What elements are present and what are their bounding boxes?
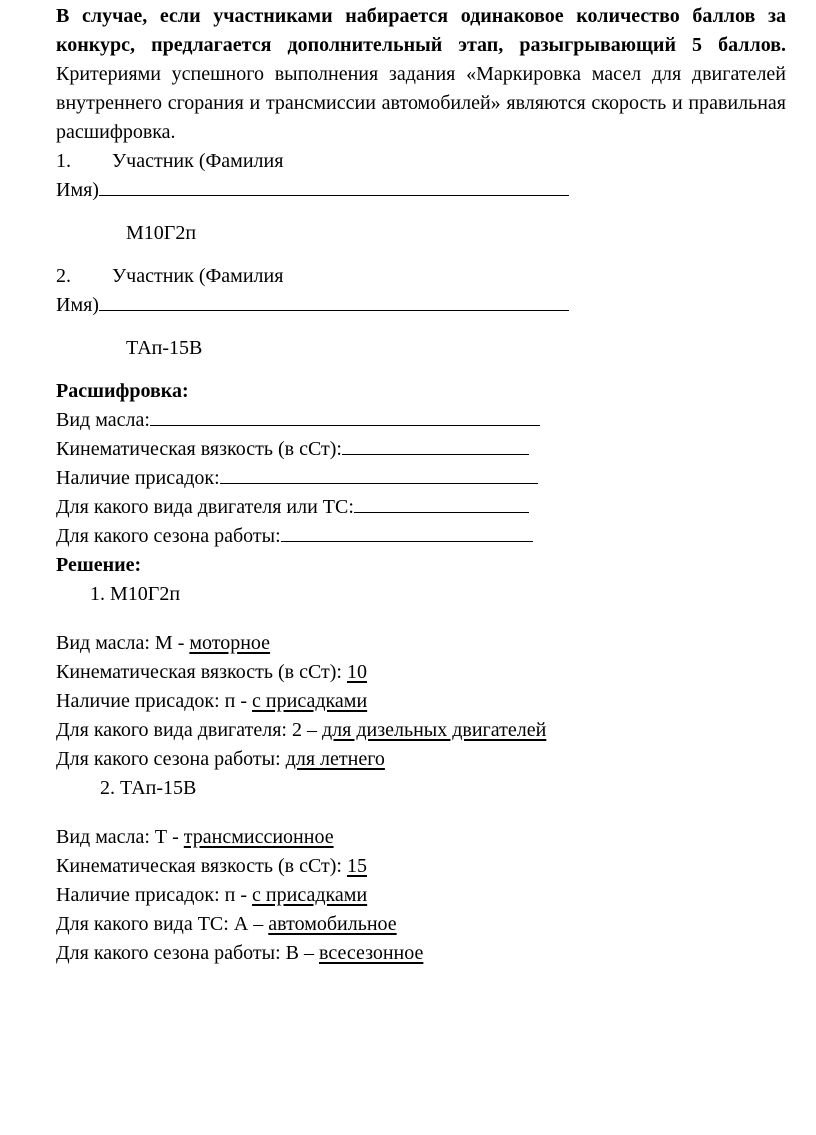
solution-1-row [56,687,786,716]
solution-1-row [56,658,786,687]
intro-normal-text: Критериями успешного выполнения задания «Маркировка масел для двигателей внутреннего сгорания и трансмиссии автомобилей» являются скорость и правильная расшифровка. [56,63,786,143]
solution-row-prefix: Для какого сезона работы: [56,748,286,770]
decoding-field-label: Вид масла: [56,409,150,431]
solution-2-row [56,939,786,968]
solution-2-title: 2. ТАп-15В [100,777,197,799]
decoding-field-label: Наличие присадок: [56,467,220,489]
participant-1-name-label: Имя) [56,179,99,201]
season-input[interactable] [281,523,533,542]
solution-row-answer: для дизельных двигателей [321,719,547,741]
decoding-field-oil-type [56,406,786,435]
document-page [56,2,786,968]
solution-row-answer: с присадками [252,884,368,906]
solution-row-prefix: Наличие присадок: п - [56,884,253,906]
solution-row-answer: всесезонное [319,942,424,964]
participant-2-name-line [56,291,786,320]
solution-row-answer: для летнего [285,748,385,770]
decoding-field-label: Для какого сезона работы: [56,525,281,547]
solution-2-row [56,852,786,881]
intro-bold-text: В случае, если участниками набирается одинаковое количество баллов за конкурс, предлагается дополнительный этап, разыгрывающий 5 баллов. [56,5,786,56]
solution-1-row [56,716,786,745]
engine-type-input[interactable] [354,494,529,513]
participant-1-code: М10Г2п [126,222,197,244]
solution-row-prefix: Для какого сезона работы: В – [56,942,319,964]
participant-2-name-label: Имя) [56,294,99,316]
solution-row-prefix: Для какого вида двигателя: 2 – [56,719,322,741]
solution-row-prefix: Наличие присадок: п - [56,690,253,712]
decoding-field-viscosity [56,435,786,464]
participant-1-number: 1. [56,150,71,172]
decoding-field-label: Для какого вида двигателя или ТС: [56,496,354,518]
participant-2-name-field[interactable] [99,292,569,311]
decoding-field-engine [56,493,786,522]
solution-row-answer: с присадками [252,690,368,712]
solution-row-prefix: Вид масла: М - [56,632,190,654]
solution-1-row [56,745,786,774]
decoding-heading: Расшифровка: [56,380,189,402]
solution-heading: Решение: [56,554,142,576]
participant-2-number: 2. [56,265,71,287]
solution-row-answer: 15 [346,855,367,877]
solution-row-prefix: Вид масла: Т - [56,826,184,848]
oil-type-input[interactable] [150,407,540,426]
solution-2-row [56,910,786,939]
participant-1-name-line [56,176,786,205]
solution-1-title: 1. М10Г2п [90,583,181,605]
participant-1-name-field[interactable] [99,177,569,196]
solution-1-row [56,629,786,658]
solution-2-row [56,881,786,910]
solution-row-prefix: Кинематическая вязкость (в сСт): [56,855,347,877]
solution-row-prefix: Кинематическая вязкость (в сСт): [56,661,347,683]
participant-1-label: Участник (Фамилия [112,150,284,172]
participant-2 [56,262,786,291]
solution-row-answer: трансмиссионное [183,826,334,848]
participant-2-code: ТАп-15В [126,337,203,359]
intro-paragraph [56,2,786,147]
participant-2-label: Участник (Фамилия [112,265,284,287]
solution-row-answer: моторное [189,632,271,654]
decoding-field-season [56,522,786,551]
solution-row-prefix: Для какого вида ТС: А – [56,913,269,935]
additives-input[interactable] [220,465,538,484]
viscosity-input[interactable] [342,436,529,455]
decoding-field-label: Кинематическая вязкость (в сСт): [56,438,342,460]
solution-row-answer: автомобильное [268,913,397,935]
participant-1 [56,147,786,176]
solution-row-answer: 10 [346,661,367,683]
decoding-field-additives [56,464,786,493]
solution-2-row [56,823,786,852]
